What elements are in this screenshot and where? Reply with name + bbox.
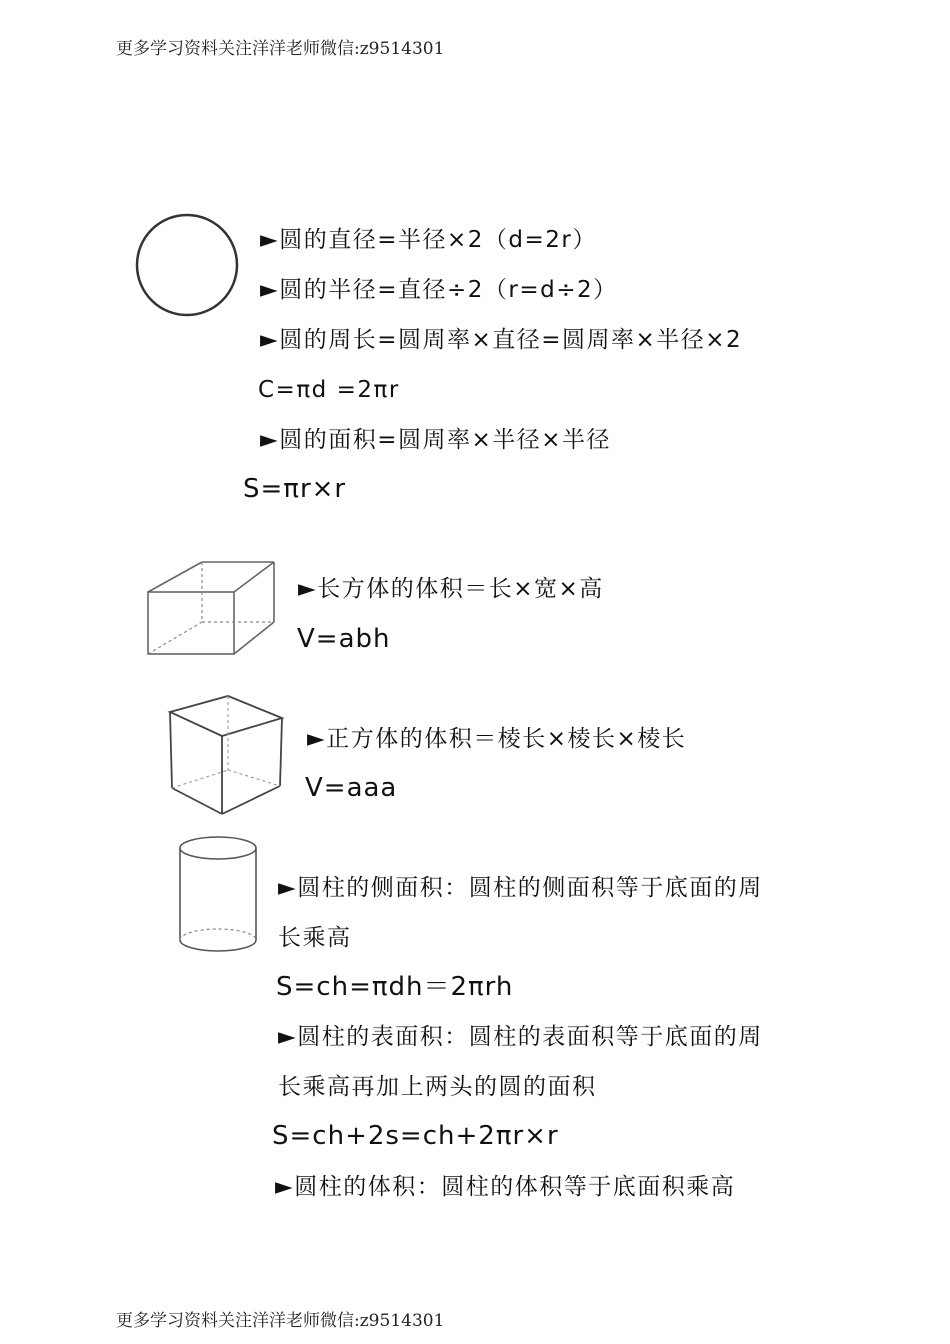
cylinder-volume-text: ►圆柱的体积：圆柱的体积等于底面积乘高 [275, 1174, 736, 1200]
cuboid-volume-formula: ►长方体的体积＝长×宽×高 [298, 576, 604, 602]
circle-figure [130, 208, 244, 322]
page-footer: 更多学习资料关注洋洋老师微信:z9514301 [116, 1311, 445, 1331]
page-header: 更多学习资料关注洋洋老师微信:z9514301 [116, 39, 445, 59]
circle-area-symbolic: S=πr×r [243, 474, 347, 504]
circle-circumference-formula: ►圆的周长=圆周率×直径=圆周率×半径×2 [260, 327, 743, 353]
cube-volume-symbolic: V=aaa [305, 773, 398, 803]
cylinder-surface-area-symbolic: S=ch+2s=ch+2πr×r [272, 1121, 559, 1151]
circle-circumference-symbolic: C=πd =2πr [258, 377, 400, 403]
circle-area-formula: ►圆的面积=圆周率×半径×半径 [260, 427, 612, 453]
cylinder-figure [174, 832, 264, 960]
cylinder-surface-area-text-cont: 长乘高再加上两头的圆的面积 [278, 1074, 597, 1100]
cylinder-surface-area-text: ►圆柱的表面积：圆柱的表面积等于底面的周 [278, 1024, 763, 1050]
cuboid-figure [142, 556, 282, 662]
cube-volume-formula: ►正方体的体积＝棱长×棱长×棱长 [307, 726, 687, 752]
cylinder-lateral-area-text-cont: 长乘高 [278, 925, 352, 951]
cylinder-lateral-area-text: ►圆柱的侧面积：圆柱的侧面积等于底面的周 [278, 875, 763, 901]
cuboid-volume-symbolic: V=abh [297, 624, 391, 654]
circle-radius-formula: ►圆的半径=直径÷2（r=d÷2） [260, 277, 618, 303]
cube-figure [162, 690, 288, 820]
circle-diameter-formula: ►圆的直径=半径×2（d=2r） [260, 227, 597, 253]
cylinder-lateral-area-symbolic: S=ch=πdh＝2πrh [276, 972, 514, 1002]
